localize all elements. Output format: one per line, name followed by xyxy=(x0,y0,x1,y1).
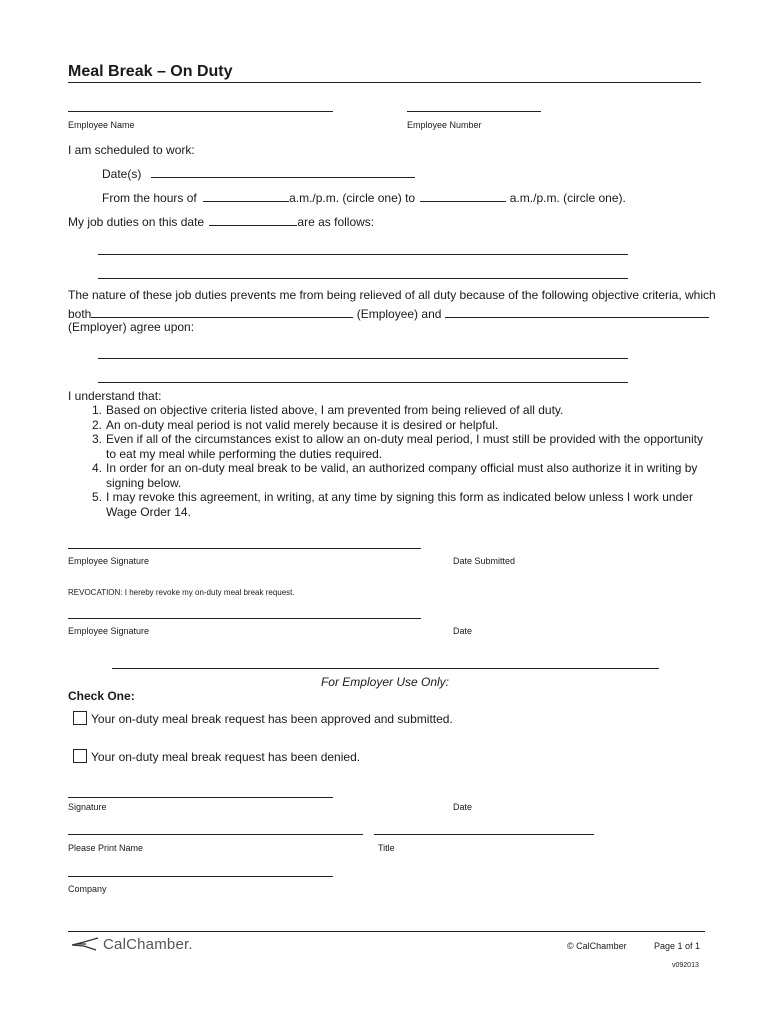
hours-from-field[interactable] xyxy=(203,191,289,202)
nature-row-2 xyxy=(68,307,709,321)
version: v092013 xyxy=(672,962,699,969)
nature-employee-and: (Employee) and xyxy=(356,307,442,321)
revocation-date-label: Date xyxy=(453,626,473,636)
employer-agree-field[interactable] xyxy=(445,307,709,318)
employee-name-label: Employee Name xyxy=(68,120,135,130)
list-item: 2. An on-duty meal period is not valid merely because it is desired or helpful. xyxy=(91,417,499,432)
nature-text-1: The nature of these job duties prevents me from being relieved of all duty because of the following objective criteria, which xyxy=(68,288,716,302)
employer-date-label: Date xyxy=(453,802,473,812)
employee-number-label: Employee Number xyxy=(407,120,482,130)
title-label: Title xyxy=(378,843,395,853)
employee-name-field[interactable] xyxy=(68,111,333,112)
employee-signature-label: Employee Signature xyxy=(68,556,150,566)
duties-row xyxy=(68,215,374,229)
date-submitted-label: Date Submitted xyxy=(453,556,516,566)
list-item: 3. Even if all of the circumstances exist to allow an on-duty meal period, I must still be provided with the opportunity to eat my meal while performing the duties required. xyxy=(91,432,703,461)
hours-from-label: From the hours of xyxy=(102,191,197,205)
approved-label: Your on-duty meal break request has been approved and submitted. xyxy=(91,712,453,726)
employer-signature-field[interactable] xyxy=(68,797,333,798)
scheduled-label: I am scheduled to work: xyxy=(68,143,195,157)
criteria-line-1[interactable] xyxy=(98,358,628,359)
hours-row xyxy=(102,191,626,205)
brand-name: CalChamber. xyxy=(103,935,193,953)
revocation-signature-field[interactable] xyxy=(68,618,421,619)
print-name-field[interactable] xyxy=(68,834,363,835)
nature-both: both xyxy=(68,307,92,321)
footer-rule xyxy=(68,931,705,932)
dates-row xyxy=(102,167,415,181)
company-field[interactable] xyxy=(68,876,333,877)
employee-signature-label-2: Employee Signature xyxy=(68,626,150,636)
duties-prefix: My job duties on this date xyxy=(68,215,205,229)
page-title: Meal Break – On Duty xyxy=(68,63,233,80)
title-field[interactable] xyxy=(374,834,594,835)
check-one-label: Check One: xyxy=(68,689,135,703)
nature-employer: (Employer) agree upon: xyxy=(68,320,195,334)
dates-label: Date(s) xyxy=(102,167,142,181)
ampm-circle-end-label: a.m./p.m. (circle one). xyxy=(509,191,626,205)
duties-line-1[interactable] xyxy=(98,254,628,255)
ampm-circle-label: a.m./p.m. (circle one) to xyxy=(289,191,416,205)
employee-agree-field[interactable] xyxy=(91,307,353,318)
approved-checkbox[interactable] xyxy=(73,711,87,725)
understand-label: I understand that: xyxy=(68,389,162,403)
employer-signature-label: Signature xyxy=(68,802,107,812)
denied-label: Your on-duty meal break request has been denied. xyxy=(91,750,361,764)
copyright: © CalChamber xyxy=(567,941,627,951)
calchamber-logo xyxy=(70,936,193,952)
employer-heading: For Employer Use Only: xyxy=(320,675,450,689)
print-name-label: Please Print Name xyxy=(68,843,144,853)
revocation-text: REVOCATION: I hereby revoke my on-duty meal break request. xyxy=(68,588,295,597)
pen-nib-icon xyxy=(70,937,100,951)
employee-signature-field[interactable] xyxy=(68,548,421,549)
list-item: 4. In order for an on-duty meal break to be valid, an authorized company official must also authorize it in writing by signing below. xyxy=(91,461,698,490)
criteria-line-2[interactable] xyxy=(98,382,628,383)
understand-list xyxy=(88,403,708,519)
duties-date-field[interactable] xyxy=(209,215,297,226)
duties-suffix: are as follows: xyxy=(297,215,375,229)
denied-checkbox[interactable] xyxy=(73,749,87,763)
company-label: Company xyxy=(68,884,107,894)
list-item: 1. Based on objective criteria listed above, I am prevented from being relieved of all duty. xyxy=(91,403,564,417)
employer-divider xyxy=(112,668,659,669)
duties-line-2[interactable] xyxy=(98,278,628,279)
employee-number-field[interactable] xyxy=(407,111,541,112)
title-rule xyxy=(68,82,701,83)
hours-to-field[interactable] xyxy=(420,191,506,202)
dates-field[interactable] xyxy=(151,167,415,178)
page-number: Page 1 of 1 xyxy=(654,941,701,951)
list-item: 5. I may revoke this agreement, in writing, at any time by signing this form as indicated below unless I work under Wage Order 14. xyxy=(91,490,693,519)
